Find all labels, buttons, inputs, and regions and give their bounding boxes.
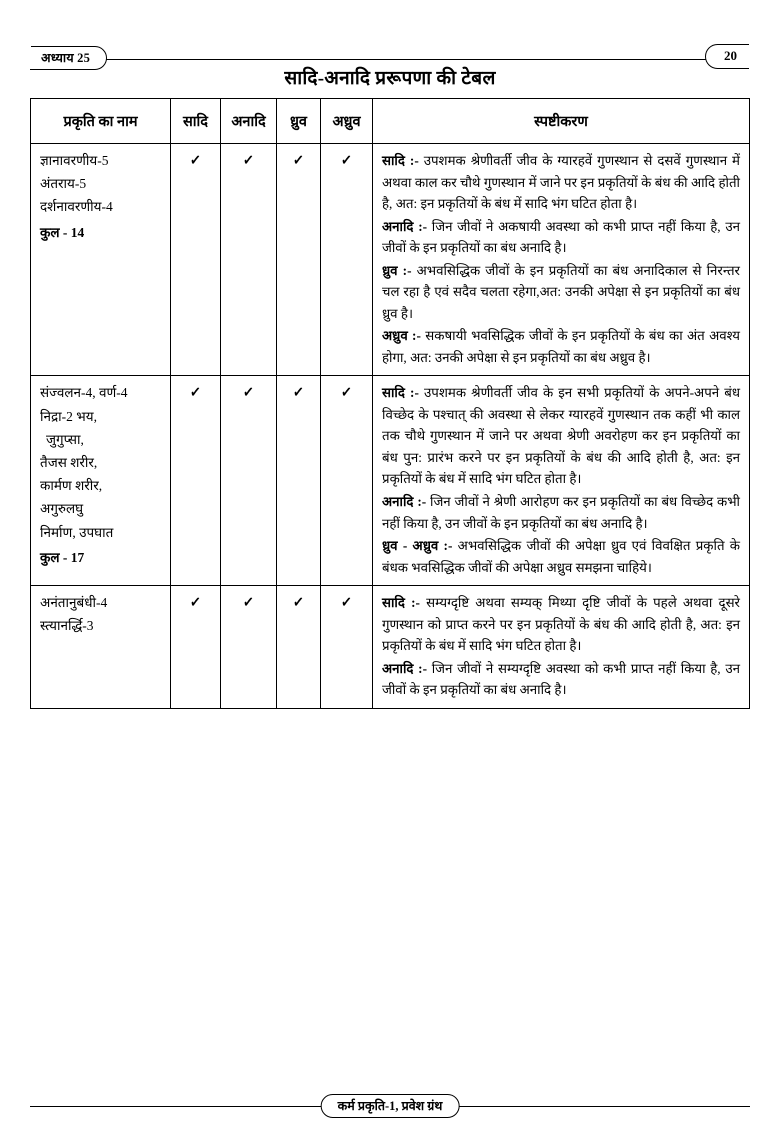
cell-anadi [221,144,277,376]
explanation-label: ध्रुव :- [382,262,412,278]
check-icon: ✓ [340,384,353,402]
page-footer [30,1094,750,1120]
column-header-explanation: स्पष्टीकरण [373,99,750,144]
footer-book-title: कर्म प्रकृति-1, प्रवेश ग्रंथ [321,1094,460,1118]
header-divider [30,59,750,60]
prakriti-name: जुगुप्सा, [46,431,84,447]
cell-explanation [373,586,750,709]
check-icon: ✓ [242,594,255,612]
explanation-text: उपशमक श्रेणीवर्ती जीव के इन सभी प्रकृतियों के अपने-अपने बंध विच्छेद के पश्चात् की अवस्था से लेकर ग्यारहवें गुणस्थान तक कहीं भी काल तक चौथे गुणस्थान में जाने पर अथवा श्रेणी अवरोहण कर इन प्रकृतियों का बंध पुन: प्रारंभ करने पर इन प्रकृतियों के बंध की आदि होती है, अत: इन प्रकृतियों के बंध में सादि भंग घटित होता है। [382,385,741,487]
column-header-adhruv: अध्रुव [321,99,373,144]
explanation-paragraph [382,382,740,490]
cell-dhruv [277,586,321,709]
prakriti-name: ज्ञानावरणीय-5 [40,153,109,168]
explanation-label: सादि :- [382,385,419,401]
column-header-sadi: सादि [171,99,221,144]
explanation-paragraph [382,260,740,325]
cell-explanation [373,376,750,586]
cell-dhruv [277,144,321,376]
prakriti-name: अनंतानुबंधी-4 [40,595,108,611]
explanation-paragraph [382,150,740,215]
explanation-paragraph [382,658,740,701]
cell-anadi [221,376,277,586]
explanation-label: सादि :- [382,595,420,611]
check-icon: ✓ [340,594,353,612]
column-header-dhruv: ध्रुव [277,99,321,144]
check-icon: ✓ [340,152,353,170]
cell-anadi [221,586,277,709]
cell-sadi [171,586,221,709]
check-icon: ✓ [189,152,202,170]
explanation-label: अनादि :- [382,218,428,234]
cell-adhruv [321,144,373,376]
cell-sadi [171,144,221,376]
prakriti-name: कार्मण शरीर, [40,478,103,494]
prakriti-name: निद्रा-2 भय, [40,408,97,424]
cell-prakriti-names [31,144,171,376]
page-title: सादि-अनादि प्ररूपणा की टेबल [284,68,496,89]
page-header [30,38,750,90]
prakriti-table [30,98,750,709]
explanation-paragraph [382,325,740,368]
check-icon: ✓ [189,384,202,402]
check-icon: ✓ [242,152,255,170]
cell-prakriti-names [31,586,171,709]
check-icon: ✓ [292,152,305,170]
check-icon: ✓ [292,594,305,612]
prakriti-name: संज्वलन-4, वर्ण-4 [40,385,128,401]
explanation-label: ध्रुव - अध्रुव :- [382,538,453,554]
explanation-paragraph [382,535,740,578]
column-header-name: प्रकृति का नाम [31,99,171,144]
prakriti-total: कुल - 17 [40,549,85,565]
explanation-paragraph [382,491,740,534]
prakriti-name: अगुरुलघु [40,501,84,517]
explanation-label: अनादि :- [382,660,428,676]
document-page [0,38,780,1146]
check-icon: ✓ [242,384,255,402]
cell-adhruv [321,376,373,586]
cell-adhruv [321,586,373,709]
explanation-text: अभवसिद्धिक जीवों की अपेक्षा ध्रुव एवं विवक्षित प्रकृति के बंधक भवसिद्धिक जीवों की अपेक्षा अध्रुव समझना चाहिये। [382,538,741,575]
explanation-text: अभवसिद्धिक जीवों के इन प्रकृतियों का बंध अनादिकाल से निरन्तर चल रहा है एवं सदैव चलता रहेगा,अत: उनकी अपेक्षा से इन प्रकृतियों का बंध ध्रुव है। [382,262,740,321]
prakriti-name: दर्शनावरणीय-4 [40,199,113,215]
explanation-text: जिन जीवों ने सम्यग्दृष्टि अवस्था को कभी प्राप्त नहीं किया है, उन जीवों के इन प्रकृतियों का बंध अनादि है। [382,660,740,698]
table-row [31,376,750,586]
explanation-text: जिन जीवों ने श्रेणी आरोहण कर इन प्रकृतियों का बंध विच्छेद कभी नहीं किया है, उन जीवों के इन प्रकृतियों का बंध अनादि है। [382,493,740,531]
cell-dhruv [277,376,321,586]
explanation-text: उपशमक श्रेणीवर्ती जीव के ग्यारहवें गुणस्थान से दसवें गुणस्थान में अथवा काल कर चौथे गुणस्थान में जाने पर इन प्रकृतियों के बंध की आदि होती है, अत: इन प्रकृतियों के बंध में सादि भंग घटित होता है। [382,153,740,212]
explanation-text: सकषायी भवसिद्धिक जीवों के इन प्रकृतियों के बंध का अंत अवश्य होगा, अत: उनकी अपेक्षा से इन प्रकृतियों का बंध अध्रुव है। [382,328,740,365]
explanation-text: सम्यग्दृष्टि अथवा सम्यक् मिथ्या दृष्टि जीवों के पहले अथवा दूसरे गुणस्थान को प्राप्त करने पर इन प्रकृतियों के बंध की आदि होती है, अत: इन प्रकृतियों के बंध में सादि भंग घटित होता है। [382,595,740,654]
table-row [31,586,750,709]
table-container [30,98,750,709]
explanation-paragraph [382,216,740,259]
explanation-label: अध्रुव :- [382,328,421,344]
prakriti-name: स्त्यानर्द्धि-3 [40,618,94,634]
prakriti-name: तैजस शरीर, [40,454,98,470]
check-icon: ✓ [189,594,202,612]
explanation-label: सादि :- [382,153,419,168]
table-header-row [31,99,750,144]
chapter-tag: अध्याय 25 [30,46,107,70]
cell-sadi [171,376,221,586]
check-icon: ✓ [292,384,305,402]
explanation-text: जिन जीवों ने अकषायी अवस्था को कभी प्राप्त नहीं किया है, उन जीवों के इन प्रकृतियों का बंध अनादि है। [382,218,740,256]
prakriti-total: कुल - 14 [40,224,85,240]
cell-prakriti-names [31,376,171,586]
cell-explanation [373,144,750,376]
explanation-label: अनादि :- [382,493,427,509]
prakriti-name: अंतराय-5 [40,176,87,192]
column-header-anadi: अनादि [221,99,277,144]
table-row [31,144,750,376]
page-number-tag: 20 [705,44,750,69]
prakriti-name: निर्माण, उपघात [40,524,114,540]
explanation-paragraph [382,592,740,657]
